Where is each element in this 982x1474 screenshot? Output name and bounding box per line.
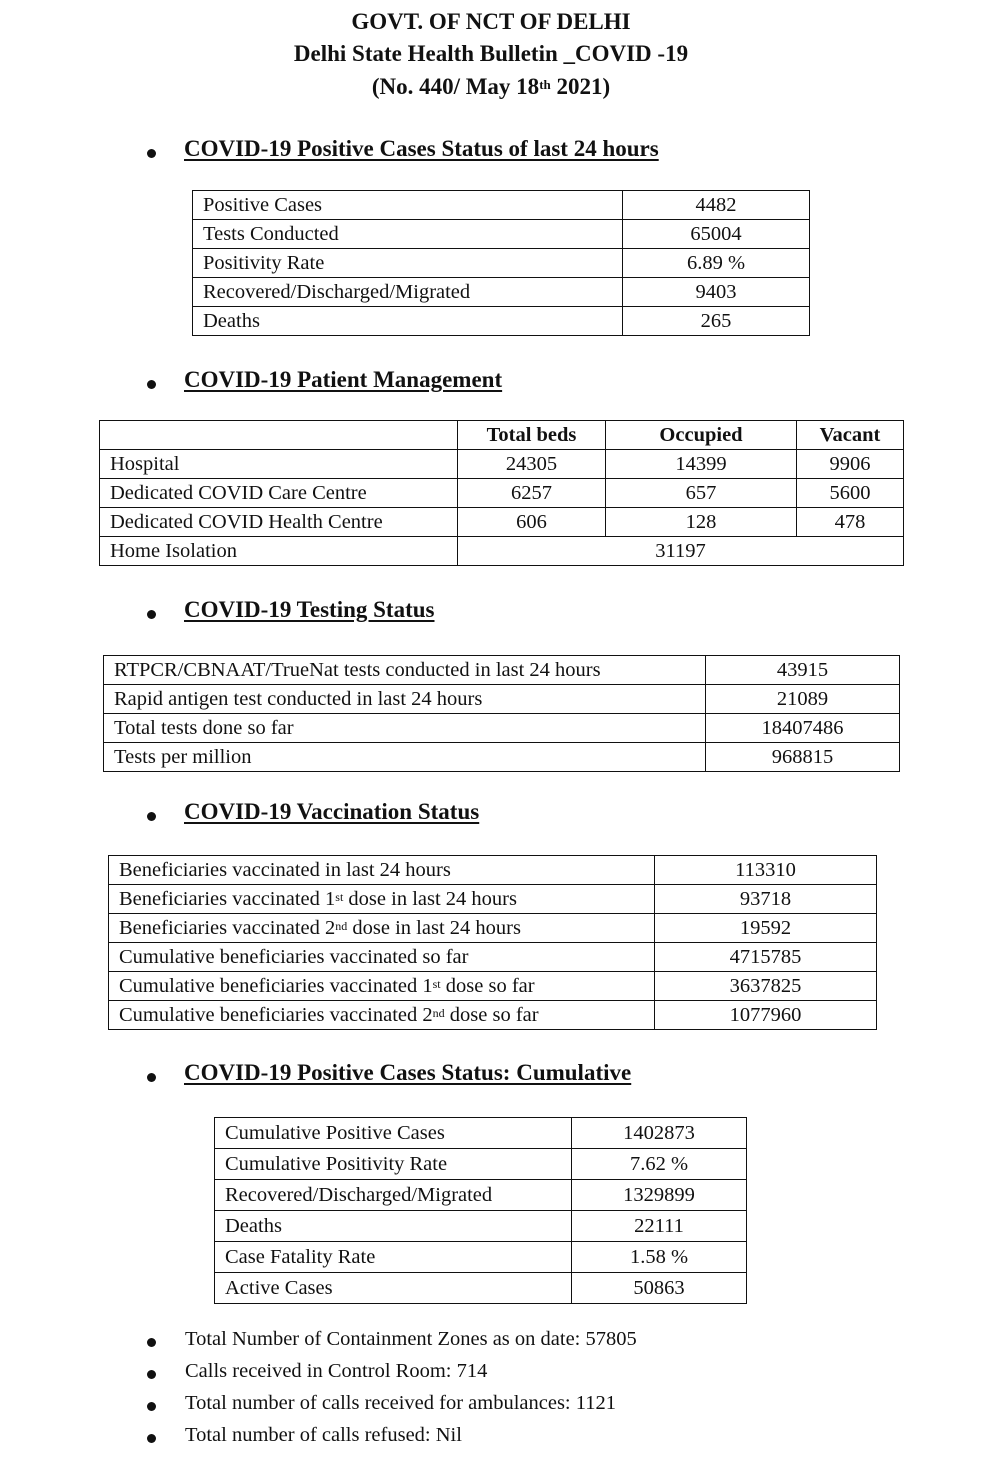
- table-row: [104, 743, 900, 772]
- table-row: [193, 249, 810, 278]
- control-room-calls-text: Calls received in Control Room: 714: [185, 1360, 488, 1382]
- row-label: Beneficiaries vaccinated in last 24 hours: [109, 856, 655, 885]
- row-value: 1402873: [572, 1118, 747, 1149]
- occupied-value: 657: [606, 479, 797, 508]
- row-label: Hospital: [100, 450, 458, 479]
- table-row: [215, 1180, 747, 1211]
- row-label: RTPCR/CBNAAT/TrueNat tests conducted in last 24 hours: [104, 656, 706, 685]
- calls-refused-text: Total number of calls refused: Nil: [185, 1424, 462, 1446]
- row-label: Cumulative beneficiaries vaccinated 2nd dose so far: [109, 1001, 655, 1030]
- row-value: 1.58 %: [572, 1242, 747, 1273]
- row-label: Cumulative Positivity Rate: [215, 1149, 572, 1180]
- table-header-row: [100, 421, 904, 450]
- table-row: [104, 685, 900, 714]
- table-row: [109, 885, 877, 914]
- row-label: Active Cases: [215, 1273, 572, 1304]
- table-row: [215, 1118, 747, 1149]
- bullet-icon: [147, 1338, 156, 1347]
- vacant-value: 478: [797, 508, 904, 537]
- bullet-icon: [147, 1370, 156, 1379]
- row-label: Dedicated COVID Health Centre: [100, 508, 458, 537]
- row-value: 113310: [655, 856, 877, 885]
- row-value: 9403: [623, 278, 810, 307]
- total-beds-value: 6257: [458, 479, 606, 508]
- row-value: 50863: [572, 1273, 747, 1304]
- table-row: [193, 220, 810, 249]
- table-row: [100, 450, 904, 479]
- vacant-value: 5600: [797, 479, 904, 508]
- row-value: 7.62 %: [572, 1149, 747, 1180]
- section-title-testing-status: COVID-19 Testing Status: [184, 597, 435, 622]
- bullet-icon: [147, 380, 156, 389]
- row-label: Case Fatality Rate: [215, 1242, 572, 1273]
- table-row: [215, 1149, 747, 1180]
- row-label: Tests Conducted: [193, 220, 623, 249]
- row-value: 19592: [655, 914, 877, 943]
- table-row: [193, 191, 810, 220]
- table-row: [104, 656, 900, 685]
- testing-status-table: [103, 655, 900, 772]
- row-value: 65004: [623, 220, 810, 249]
- bullet-icon: [147, 1434, 156, 1443]
- row-value: 18407486: [706, 714, 900, 743]
- row-value: 21089: [706, 685, 900, 714]
- row-label: Beneficiaries vaccinated 1st dose in last 24 hours: [109, 885, 655, 914]
- row-label: Deaths: [193, 307, 623, 336]
- section-title-vaccination-status: COVID-19 Vaccination Status: [184, 799, 480, 824]
- table-row: [109, 914, 877, 943]
- row-value: 3637825: [655, 972, 877, 1001]
- row-label: Home Isolation: [100, 537, 458, 566]
- row-value: 1077960: [655, 1001, 877, 1030]
- bullet-icon: [147, 1402, 156, 1411]
- bulletin-govt-title: GOVT. OF NCT OF DELHI: [351, 9, 631, 34]
- row-label: Recovered/Discharged/Migrated: [215, 1180, 572, 1211]
- bullet-icon: [147, 1073, 156, 1082]
- row-value: 4482: [623, 191, 810, 220]
- bulletin-number: (No. 440/ May 18th 2021): [371, 74, 611, 99]
- row-label: Recovered/Discharged/Migrated: [193, 278, 623, 307]
- row-value: 265: [623, 307, 810, 336]
- table-row: [104, 714, 900, 743]
- header-total-beds: Total beds: [458, 421, 606, 450]
- row-label: Cumulative Positive Cases: [215, 1118, 572, 1149]
- row-value: 43915: [706, 656, 900, 685]
- table-row: [215, 1211, 747, 1242]
- table-row: [100, 537, 904, 566]
- row-label: Cumulative beneficiaries vaccinated 1st dose so far: [109, 972, 655, 1001]
- ambulance-calls-text: Total number of calls received for ambulances: 1121: [185, 1392, 616, 1414]
- header-occupied: Occupied: [606, 421, 797, 450]
- total-beds-value: 606: [458, 508, 606, 537]
- table-row: [193, 278, 810, 307]
- vacant-value: 9906: [797, 450, 904, 479]
- section-title-cumulative: COVID-19 Positive Cases Status: Cumulative: [184, 1060, 632, 1085]
- row-label: Tests per million: [104, 743, 706, 772]
- row-value: 6.89 %: [623, 249, 810, 278]
- cumulative-table: [214, 1117, 747, 1304]
- row-label: Positive Cases: [193, 191, 623, 220]
- bulletin-title: Delhi State Health Bulletin _COVID -19: [293, 41, 689, 66]
- table-row: [109, 943, 877, 972]
- row-value: 93718: [655, 885, 877, 914]
- row-label: Total tests done so far: [104, 714, 706, 743]
- row-label: Cumulative beneficiaries vaccinated so far: [109, 943, 655, 972]
- bullet-icon: [147, 149, 156, 158]
- table-row: [109, 856, 877, 885]
- containment-zones-text: Total Number of Containment Zones as on date: 57805: [185, 1328, 637, 1350]
- table-row: [100, 479, 904, 508]
- occupied-value: 128: [606, 508, 797, 537]
- last-24-hours-table: [192, 190, 810, 336]
- row-label: Beneficiaries vaccinated 2nd dose in last 24 hours: [109, 914, 655, 943]
- home-isolation-value: 31197: [458, 537, 904, 566]
- header-empty-cell: [100, 421, 458, 450]
- bullet-icon: [147, 812, 156, 821]
- row-value: 968815: [706, 743, 900, 772]
- row-label: Dedicated COVID Care Centre: [100, 479, 458, 508]
- row-label: Positivity Rate: [193, 249, 623, 278]
- bullet-icon: [147, 610, 156, 619]
- table-row: [193, 307, 810, 336]
- row-value: 4715785: [655, 943, 877, 972]
- table-row: [215, 1273, 747, 1304]
- vaccination-status-table: [108, 855, 877, 1030]
- total-beds-value: 24305: [458, 450, 606, 479]
- section-title-patient-management: COVID-19 Patient Management: [184, 367, 503, 392]
- row-value: 22111: [572, 1211, 747, 1242]
- section-title-last-24-hours: COVID-19 Positive Cases Status of last 24 hours: [184, 136, 659, 161]
- row-label: Rapid antigen test conducted in last 24 hours: [104, 685, 706, 714]
- table-row: [109, 1001, 877, 1030]
- row-label: Deaths: [215, 1211, 572, 1242]
- table-row: [100, 508, 904, 537]
- patient-management-table: [99, 420, 904, 566]
- occupied-value: 14399: [606, 450, 797, 479]
- table-row: [109, 972, 877, 1001]
- header-vacant: Vacant: [797, 421, 904, 450]
- table-row: [215, 1242, 747, 1273]
- row-value: 1329899: [572, 1180, 747, 1211]
